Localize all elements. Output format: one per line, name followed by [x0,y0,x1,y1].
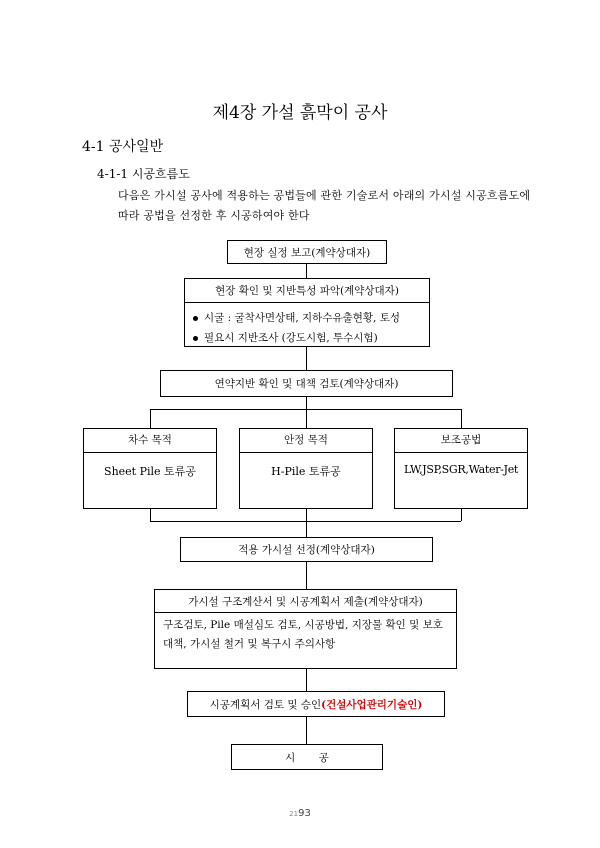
bullet-icon [193,316,198,321]
flow-step-site-check [184,278,430,347]
divider [240,452,372,453]
flow-step-review-approval-label: 시공계획서 검토 및 승인 [209,698,322,711]
branch-method: LW,JSP,SGR,Water-Jet [403,463,519,476]
connector [150,509,151,521]
connector [306,717,307,744]
flow-step-submit-plan-title: 가시설 구조계산서 및 시공계획서 제출(계약상대자) [188,596,423,608]
connector [306,397,307,409]
list-item [193,308,425,328]
connector [306,409,307,428]
divider [84,452,216,453]
branch-title: 안정 목적 [284,434,328,446]
approval-authority: (건설사업관리기술인) [321,698,423,711]
flow-step-submit-plan-detail: 구조검토, Pile 매설심도 검토, 시공방법, 지장물 확인 및 보호대책, 가시설 철거 및 복구시 주의사항 [163,619,443,650]
page-footer [0,808,600,819]
connector [461,509,462,521]
connector [150,521,461,522]
divider [155,612,456,613]
flow-step-site-check-title: 현장 확인 및 지반특성 파악(계약상대자) [215,285,399,297]
chapter-title: 제4장 가설 흙막이 공사 [212,103,388,123]
branch-title: 차수 목적 [128,434,172,446]
connector [306,562,307,589]
branch-title: 보조공법 [440,434,482,446]
flow-step-soft-ground [160,370,453,397]
flow-step-submit-plan [154,589,457,669]
flow-step-select-temp-works-label: 적용 가시설 선정(계약상대자) [238,544,375,556]
connector [306,509,307,537]
flow-step-site-report-label: 현장 실정 보고(계약상대자) [243,246,371,259]
flow-step-soft-ground-label: 연약지반 확인 및 대책 검토(계약상대자) [214,378,399,390]
page-number: 93 [298,808,311,819]
divider [395,452,527,453]
flow-branch-auxiliary [394,428,528,509]
flow-step-construction-label: 시 공 [285,751,329,764]
flow-step-construction [231,744,383,770]
bullet-icon [193,336,198,341]
footer-small-number: 21 [289,810,299,818]
flow-step-site-report [227,240,387,264]
connector [150,409,151,428]
connector [461,409,462,428]
flow-step-site-check-bullets [193,308,425,348]
bullet-text: 시굴 : 굴착사면상태, 지하수유출현황, 토성 [204,312,400,324]
bullet-text: 필요시 지반조사 (강도시험, 투수시험) [204,332,378,344]
flow-branch-water-cutoff [83,428,217,509]
flow-step-select-temp-works [180,537,433,562]
flow-step-review-approval [187,691,445,717]
branch-method: H-Pile 토류공 [271,465,341,478]
list-item [193,328,425,348]
connector [306,669,307,691]
flow-branch-stability [239,428,373,509]
connector [306,347,307,370]
subsection-title: 4-1-1 시공흐름도 [97,167,190,181]
branch-method: Sheet Pile 토류공 [104,465,196,478]
divider [185,302,429,303]
section-title: 4-1 공사일반 [82,139,164,155]
connector [306,264,307,278]
intro-paragraph: 다음은 가시설 공사에 적용하는 공법들에 관한 기술로서 아래의 가시설 시공흐름도에 따라 공법을 선정한 후 시공하여야 한다 [118,189,531,222]
